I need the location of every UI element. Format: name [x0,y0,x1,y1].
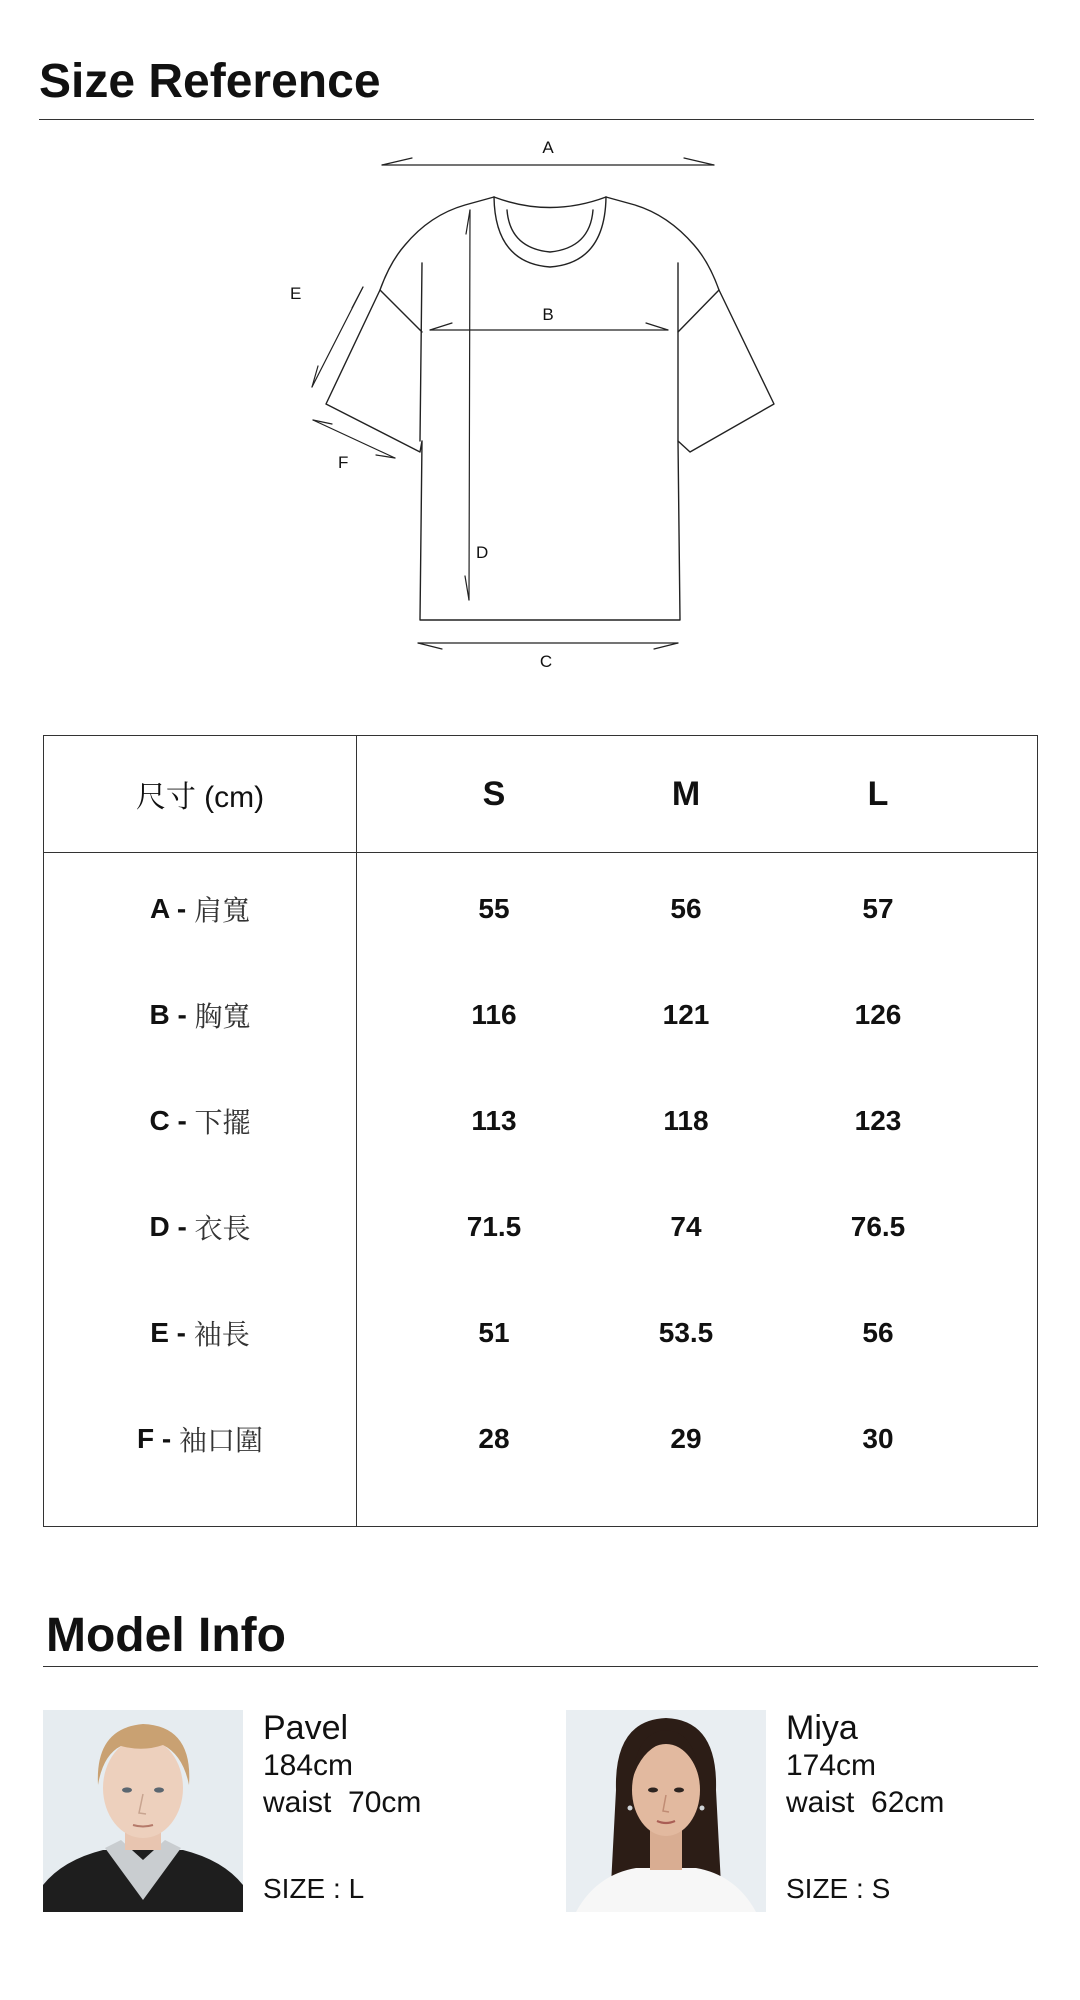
male-model-portrait-icon [43,1710,243,1912]
measure-arrow-b-left [430,323,452,330]
model-size: SIZE : S [786,1873,891,1904]
diagram-label-e: E [290,284,302,303]
size-reference-title: Size Reference [39,55,381,108]
row-label-e: E - 袖長 [150,1317,250,1350]
size-reference-divider [39,119,1034,120]
model-size: SIZE : L [263,1873,365,1904]
model-card-miya [566,1710,1036,1912]
model-card-pavel [43,1710,523,1912]
shirt-outline [326,197,774,620]
size-table-header [44,736,1037,853]
model-waist: waist 62cm [786,1786,945,1819]
model-info-divider [43,1666,1038,1667]
left-side-seam [420,263,422,441]
measure-arrow-d-bottom [465,576,469,600]
diagram-label-a: A [542,140,554,157]
size-table [43,735,1038,1527]
value-a-m: 56 [670,893,702,924]
model-waist: waist 70cm [263,1786,422,1819]
measure-arrow-b-right [646,323,668,330]
size-column-s: S [482,774,506,813]
left-sleeve-seam [380,290,422,332]
value-a-l: 57 [862,893,894,924]
diagram-label-d: D [476,543,489,562]
measure-arrow-a-right [684,158,714,165]
value-a-s: 55 [478,893,510,924]
measure-arrow-f-left [313,420,332,424]
value-e-s: 51 [478,1317,510,1348]
value-b-m: 121 [662,999,710,1030]
measure-arrow-c-right [654,643,678,649]
row-label-c: C - 下擺 [149,1105,251,1138]
value-d-l: 76.5 [850,1211,906,1242]
model-info-title: Model Info [46,1609,286,1662]
shirt-collar-band [507,210,593,252]
shirt-collar-outer [494,197,606,208]
value-b-s: 116 [471,999,517,1030]
row-label-b: B - 胸寬 [149,999,251,1032]
measure-arrow-c-left [418,643,442,649]
measure-line-d [469,210,470,600]
model-height: 184cm [263,1749,354,1782]
model-details-miya [786,1710,944,1821]
value-b-l: 126 [854,999,902,1030]
value-d-m: 74 [670,1211,702,1242]
model-height: 174cm [786,1749,877,1782]
model-name: Miya [786,1709,858,1747]
size-column-l: L [867,774,889,813]
size-column-m: M [671,774,701,813]
row-label-a: A - 肩寬 [149,893,251,926]
value-e-m: 53.5 [658,1317,714,1348]
diagram-label-c: C [539,652,553,671]
row-label-f: F - 袖口圍 [136,1423,263,1456]
model-name: Pavel [263,1709,349,1747]
value-d-s: 71.5 [466,1211,522,1242]
diagram-label-f: F [338,453,349,472]
value-f-s: 28 [478,1423,510,1454]
tshirt-measurement-diagram [260,140,820,700]
model-details-pavel [263,1710,421,1821]
measure-line-f [313,420,395,458]
diagram-label-b: B [542,305,554,324]
value-c-l: 123 [854,1105,902,1136]
value-c-s: 113 [471,1105,517,1136]
value-f-m: 29 [670,1423,702,1454]
female-model-portrait-icon [566,1710,766,1912]
value-e-l: 56 [862,1317,894,1348]
size-table-header-label: 尺寸 (cm) [135,781,265,814]
value-f-l: 30 [862,1423,894,1454]
value-c-m: 118 [663,1105,709,1136]
measure-arrow-a-left [382,158,412,165]
measure-arrow-e-top [352,287,363,308]
size-table-column-divider [356,736,357,1526]
row-label-d: D - 衣長 [149,1211,251,1244]
right-sleeve-seam [678,290,719,332]
